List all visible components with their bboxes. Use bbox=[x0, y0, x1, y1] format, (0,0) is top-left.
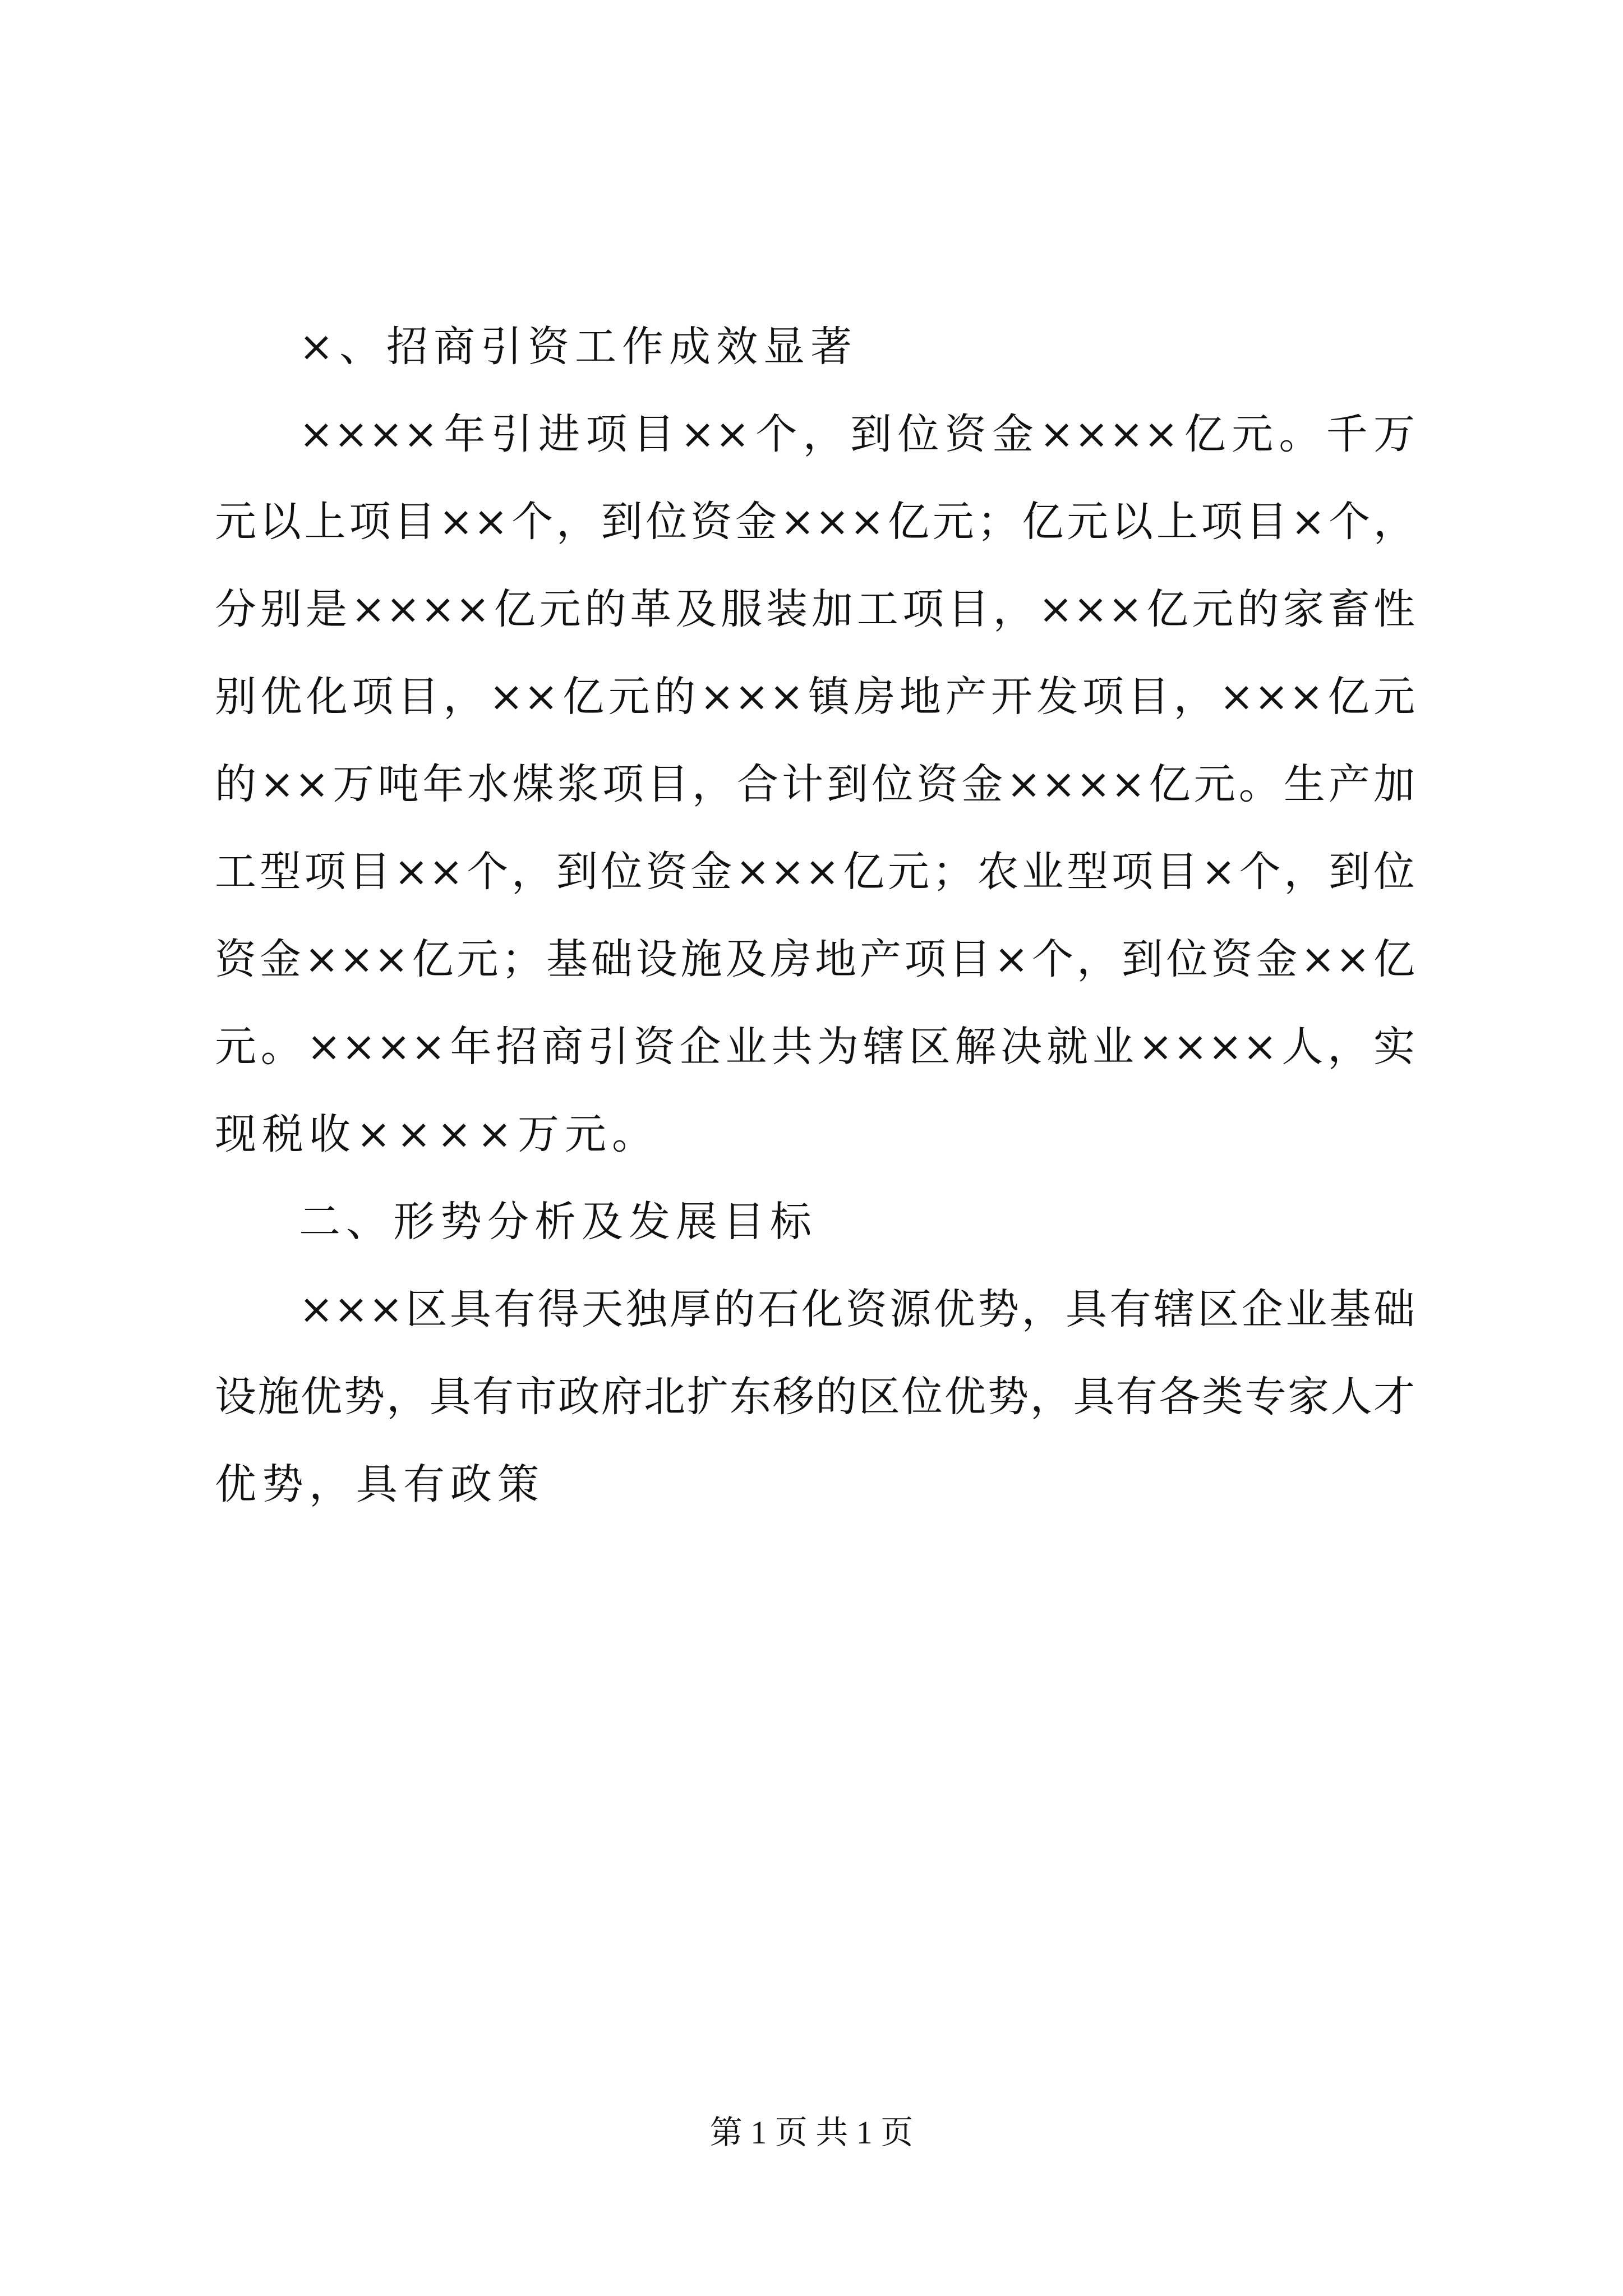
paragraph-line: 元。××××年招商引资企业共为辖区解决就业××××人，实 bbox=[215, 1023, 1415, 1071]
paragraph-line: 优势，具有政策 bbox=[215, 1460, 545, 1508]
paragraph-line: 别优化项目，××亿元的×××镇房地产开发项目，×××亿元 bbox=[215, 673, 1415, 721]
section-heading-2: 二、形势分析及发展目标 bbox=[299, 1198, 817, 1246]
paragraph-line: 工型项目××个，到位资金×××亿元；农业型项目×个，到位 bbox=[215, 848, 1415, 896]
paragraph-line: 设施优势，具有市政府北扩东移的区位优势，具有各类专家人才 bbox=[215, 1373, 1415, 1421]
page-number-footer: 第 1 页 共 1 页 bbox=[709, 2114, 914, 2151]
paragraph-line: ××××年引进项目××个，到位资金××××亿元。千万 bbox=[299, 410, 1415, 458]
paragraph-line: 分别是××××亿元的革及服装加工项目，×××亿元的家畜性 bbox=[215, 585, 1415, 633]
paragraph-line: 现税收××××万元。 bbox=[215, 1110, 660, 1158]
section-heading-1: ×、招商引资工作成效显著 bbox=[299, 323, 858, 371]
document-body bbox=[215, 303, 1415, 1528]
paragraph-line: 资金×××亿元；基础设施及房地产项目×个，到位资金××亿 bbox=[215, 935, 1415, 983]
paragraph-line: ×××区具有得天独厚的石化资源优势，具有辖区企业基础 bbox=[299, 1285, 1415, 1333]
paragraph-line: 的××万吨年水煤浆项目，合计到位资金××××亿元。生产加 bbox=[215, 760, 1415, 808]
paragraph-line: 元以上项目××个，到位资金×××亿元；亿元以上项目×个， bbox=[215, 498, 1415, 546]
